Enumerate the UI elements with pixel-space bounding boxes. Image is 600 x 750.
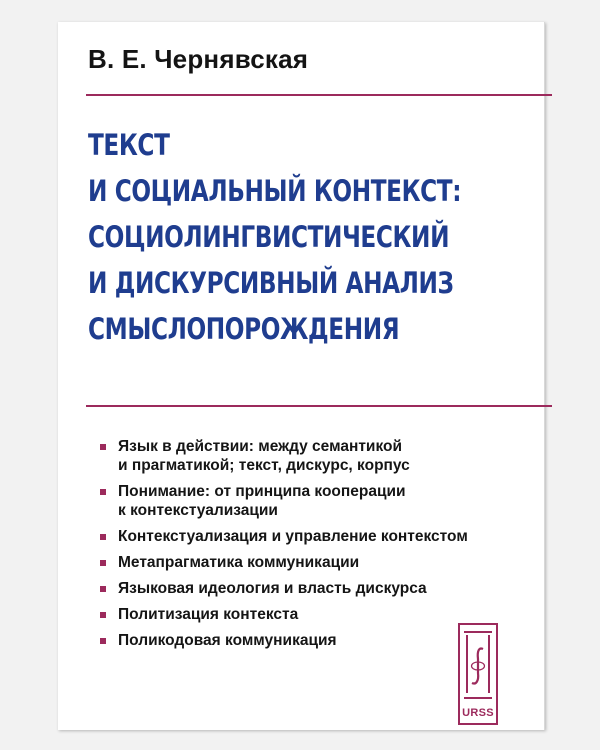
title-line: И ДИСКУРСИВНЫЙ АНАЛИЗ bbox=[88, 266, 454, 300]
publisher-name: URSS bbox=[462, 707, 494, 719]
title-line: СОЦИОЛИНГВИСТИЧЕСКИЙ bbox=[88, 220, 450, 254]
bullet-square-icon bbox=[100, 444, 106, 450]
bullet-square-icon bbox=[100, 586, 106, 592]
author-name: В. Е. Чернявская bbox=[88, 44, 309, 74]
list-item bbox=[96, 579, 536, 598]
logo-bottom-bar bbox=[464, 697, 492, 699]
list-item-text: Метапрагматика коммуникации bbox=[118, 554, 360, 571]
book-cover bbox=[58, 22, 545, 730]
top-divider bbox=[86, 94, 552, 96]
title-line: И СОЦИАЛЬНЫЙ КОНТЕКСТ: bbox=[88, 174, 462, 208]
list-item bbox=[96, 605, 536, 624]
middle-divider bbox=[86, 405, 552, 407]
logo-top-bar bbox=[464, 631, 492, 633]
publisher-logo bbox=[458, 623, 498, 725]
bullet-square-icon bbox=[100, 638, 106, 644]
bullet-square-icon bbox=[100, 534, 106, 540]
title-line: ТЕКСТ bbox=[88, 128, 170, 162]
logo-column bbox=[488, 635, 490, 693]
bullet-square-icon bbox=[100, 612, 106, 618]
list-item-text: Контекстуализация и управление контекстом bbox=[118, 528, 468, 545]
list-item bbox=[96, 482, 536, 520]
list-item bbox=[96, 553, 536, 572]
list-item-text: Язык в действии: между семантикой и прагматикой; текст, дискурс, корпус bbox=[118, 438, 410, 474]
list-item-text: Поликодовая коммуникация bbox=[118, 632, 337, 649]
list-item-text: Политизация контекста bbox=[118, 606, 299, 623]
list-item-text: Понимание: от принципа кооперации к контекстуализации bbox=[118, 483, 406, 519]
book-title bbox=[88, 122, 462, 352]
bullet-square-icon bbox=[100, 489, 106, 495]
list-item-text: Языковая идеология и власть дискурса bbox=[118, 580, 427, 597]
integral-emblem-icon bbox=[468, 645, 488, 687]
list-item bbox=[96, 437, 536, 475]
bullet-square-icon bbox=[100, 560, 106, 566]
list-item bbox=[96, 527, 536, 546]
title-line: СМЫСЛОПОРОЖДЕНИЯ bbox=[88, 312, 400, 346]
